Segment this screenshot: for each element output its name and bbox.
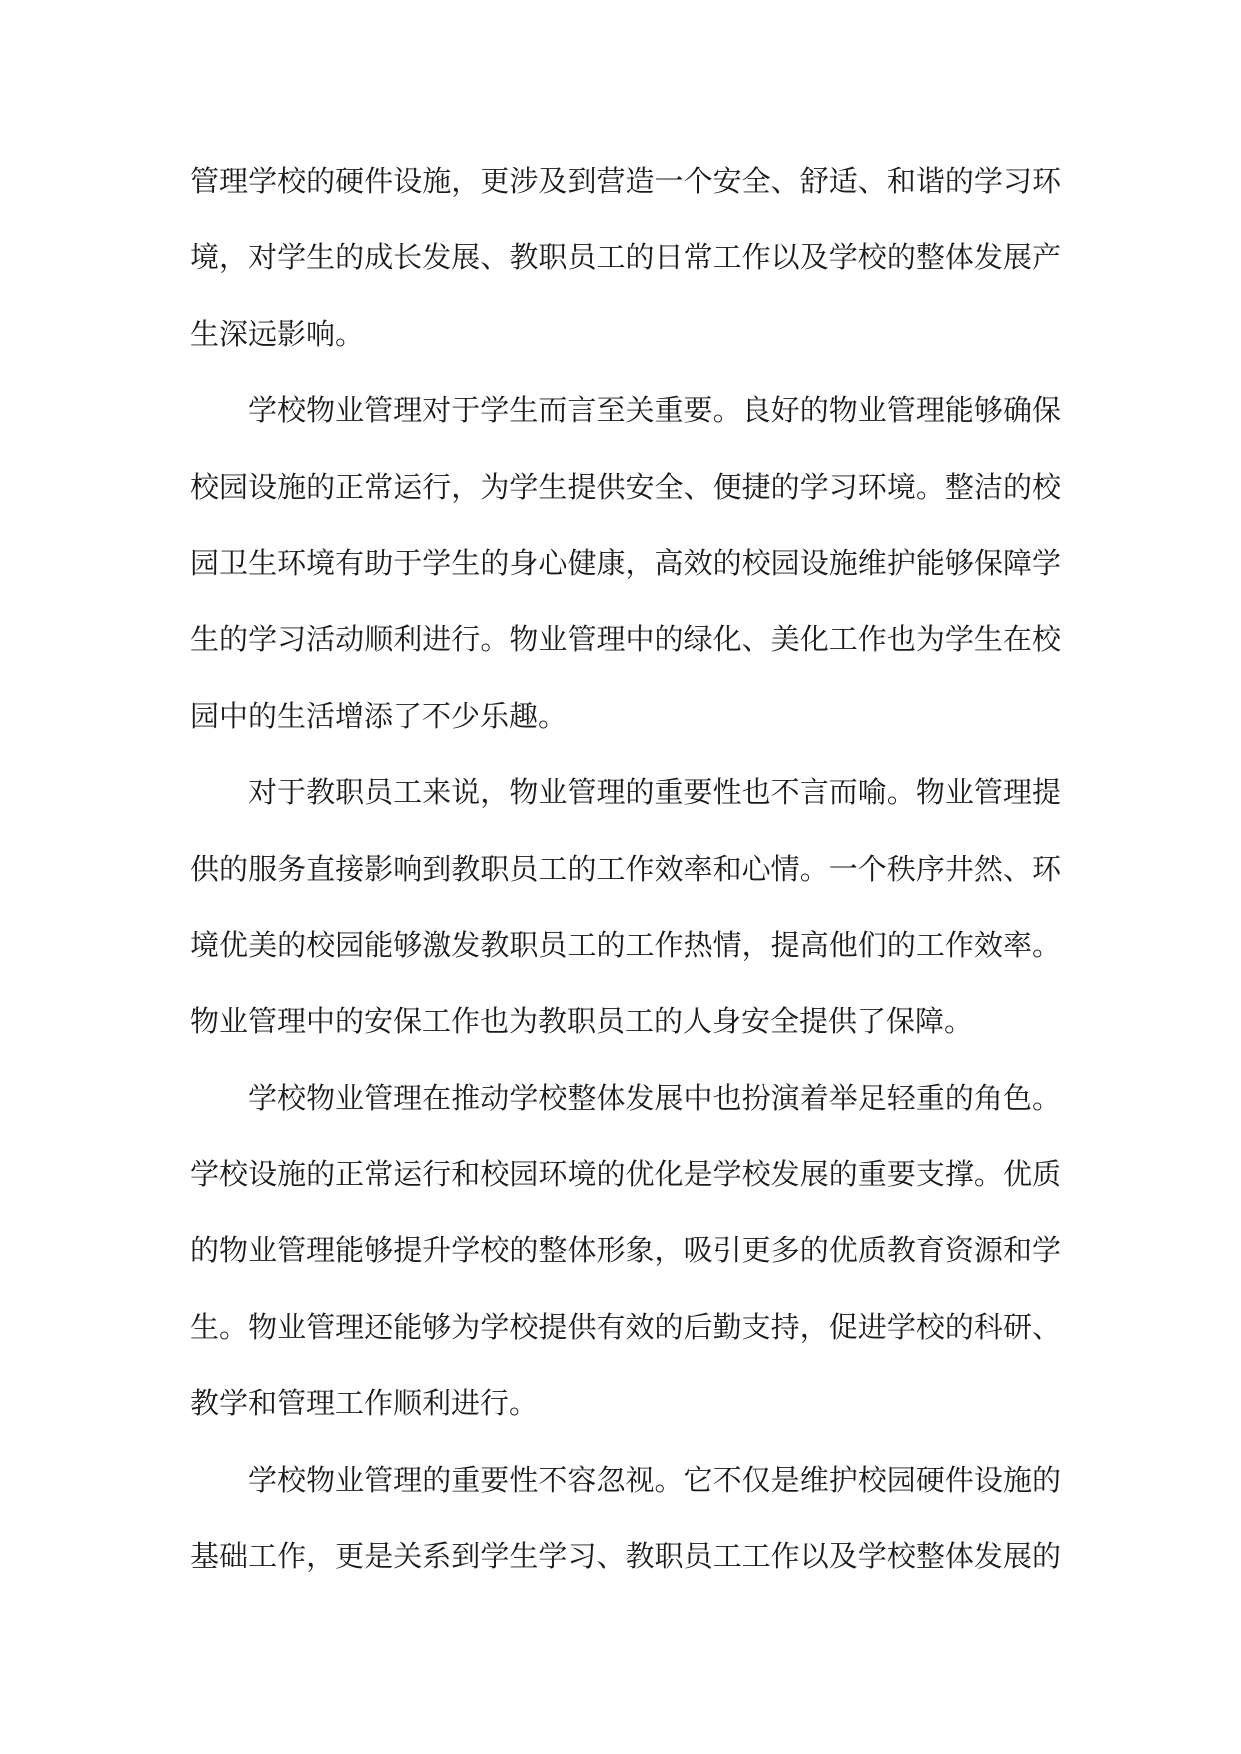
text-line: 境，对学生的成长发展、教职员工的日常工作以及学校的整体发展产 bbox=[190, 240, 1061, 275]
text-line: 境优美的校园能够激发教职员工的工作热情，提高他们的工作效率。 bbox=[190, 927, 1061, 962]
text-line: 生。物业管理还能够为学校提供有效的后勤支持，促进学校的科研、 bbox=[190, 1309, 1061, 1344]
paragraph bbox=[190, 372, 1061, 754]
text-line: 学校物业管理的重要性不容忽视。它不仅是维护校园硬件设施的 bbox=[248, 1462, 1061, 1497]
text-line: 生深远影响。 bbox=[190, 316, 365, 351]
text-line: 供的服务直接影响到教职员工的工作效率和心情。一个秩序井然、环 bbox=[190, 851, 1061, 886]
text-line: 管理学校的硬件设施，更涉及到营造一个安全、舒适、和谐的学习环 bbox=[190, 164, 1061, 198]
paragraph bbox=[190, 143, 1061, 372]
text-line: 学校物业管理对于学生而言至关重要。良好的物业管理能够确保 bbox=[248, 393, 1061, 428]
text-line: 学校设施的正常运行和校园环境的优化是学校发展的重要支撑。优质 bbox=[190, 1157, 1061, 1192]
text-line: 的物业管理能够提升学校的整体形象，吸引更多的优质教育资源和学 bbox=[190, 1233, 1061, 1268]
paragraph bbox=[190, 754, 1061, 1060]
body-text bbox=[190, 143, 1061, 1594]
text-line: 园卫生环境有助于学生的身心健康，高效的校园设施维护能够保障学 bbox=[190, 545, 1061, 580]
text-line: 基础工作，更是关系到学生学习、教职员工工作以及学校整体发展的 bbox=[190, 1539, 1061, 1574]
text-line: 生的学习活动顺利进行。物业管理中的绿化、美化工作也为学生在校 bbox=[190, 622, 1061, 657]
text-line: 物业管理中的安保工作也为教职员工的人身安全提供了保障。 bbox=[190, 1004, 974, 1039]
text-line: 教学和管理工作顺利进行。 bbox=[190, 1386, 539, 1421]
text-line: 学校物业管理在推动学校整体发展中也扮演着举足轻重的角色。 bbox=[248, 1080, 1061, 1115]
paragraph bbox=[190, 1442, 1061, 1595]
text-line: 对于教职员工来说，物业管理的重要性也不言而喻。物业管理提 bbox=[248, 775, 1061, 810]
paragraph bbox=[190, 1060, 1061, 1442]
text-line: 校园设施的正常运行，为学生提供安全、便捷的学习环境。整洁的校 bbox=[190, 469, 1061, 504]
text-line: 园中的生活增添了不少乐趣。 bbox=[190, 698, 568, 733]
